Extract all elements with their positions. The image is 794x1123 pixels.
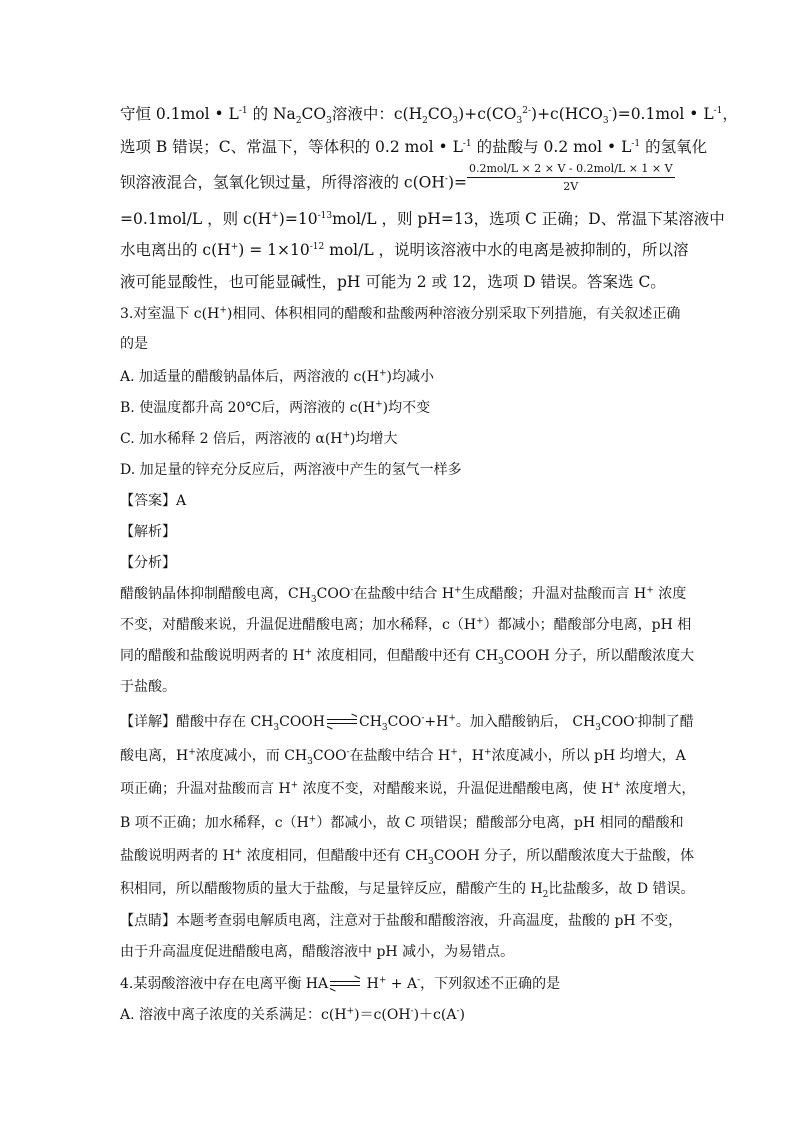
detail-text: 酸电离，H+浓度减小，而 $CH_3COO^-$在盐酸中结合 H+，H+浓度减小，所以 pH 均增大，A (120, 747, 686, 767)
text-line: =0.1mol/L ，则 $c(H^+)=10^{-13}mol/L$ ，则 pH=13，选项 C 正确；D、常温下某溶液中 (120, 210, 725, 228)
equilibrium-arrow-icon (327, 716, 357, 728)
text-line: 液可能显酸性，也可能显碱性，pH 可能为 2 或 12，选项 D 错误。答案选 C。 (120, 273, 666, 291)
question-3-stem: 3.对室温下 c(H+)相同、体积相同的醋酸和盐酸两种溶液分别采取下列措施，有关叙述正确 (120, 305, 681, 322)
fraction: $\frac{\text{0.2mol/L × 2 × V - 0.2mol/L × 1 × V}}{2V}$ (468, 162, 673, 193)
tip-text: 【点睛】本题考查弱电解质电离，注意对于盐酸和醋酸溶液，升高温度，盐酸的 pH 不变， (120, 913, 683, 929)
text-line: 守恒 0.1mol • $L^{-1}$ 的 $Na_2CO_3$溶液中：$c(H_2CO_3)+c(CO_3^{2-})+c(HCO_3^-)=0.1mol$ • $L^{-1}$， (120, 105, 738, 127)
analysis-label: 【解析】 (120, 524, 176, 540)
question-3-stem: 的是 (120, 336, 148, 352)
tip-text: 由于升高温度促进醋酸电离，醋酸溶液中 pH 减小，为易错点。 (120, 944, 515, 960)
text-line: 钡溶液混合，氢氧化钡过量，所得溶液的 c(OH-)= $\frac{\text{0.2mol/L × 2 × V - 0.2mol/L × 1 × V}}{2V}$ (120, 162, 673, 193)
analysis-text: 不变，对醋酸来说，升温促进醋酸电离；加水稀释，c（H+）都减小；醋酸部分电离，pH 相 (120, 616, 692, 633)
detail-text: 【详解】醋酸中存在 $CH_3COOH$ $CH_3COO^-+H^+$。加入醋酸钠后， $CH_3COO^-$抑制了醋 (120, 713, 694, 733)
option-c: C. 加水稀释 2 倍后，两溶液的 α(H+)均增大 (120, 430, 398, 447)
detail-text: 积相同，所以醋酸物质的量大于盐酸，与足量锌反应，醋酸产生的 $H_2$比盐酸多，故 D 错误。 (120, 881, 695, 900)
detail-text: 盐酸说明两者的 H+ 浓度相同，但醋酸中还有 $CH_3COOH$ 分子，所以醋酸浓度大于盐酸，体 (120, 847, 695, 867)
analysis-text: 同的醋酸和盐酸说明两者的 H+ 浓度相同，但醋酸中还有 $CH_3COOH$ 分子，所以醋酸浓度大 (120, 647, 695, 667)
option-a: A. 加适量的醋酸钠晶体后，两溶液的 c(H+)均减小 (120, 368, 434, 385)
detail-text: B 项不正确；加水稀释，c（H+）都减小，故 C 项错误；醋酸部分电离，pH 相同的醋酸和 (120, 814, 684, 831)
option-b: B. 使温度都升高 20℃后，两溶液的 c(H+)均不变 (120, 399, 431, 416)
question-4-stem: 4.某弱酸溶液中存在电离平衡 HA H+ + A-，下列叙述不正确的是 (120, 975, 561, 992)
analysis-text: 于盐酸。 (120, 679, 176, 695)
text-line: 水电离出的 $c(H^+) = 1\times 10^{-12}$ mol/L ，说明该溶液中水的电离是被抑制的，所以溶 (120, 241, 689, 259)
equilibrium-arrow-icon (330, 978, 360, 990)
analysis-text: 醋酸钠晶体抑制醋酸电离，$CH_3COO^-$在盐酸中结合 H+生成醋酸；升温对盐酸而言 H+ 浓度 (120, 585, 687, 605)
option-a: A. 溶液中离子浓度的关系满足：c(H+)＝c(OH-)＋c(A-) (120, 1006, 465, 1023)
option-d: D. 加足量的锌充分反应后，两溶液中产生的氢气一样多 (120, 462, 462, 478)
text-line: 选项 B 错误；C、常温下，等体积的 0.2 mol • $L^{-1}$ 的盐酸与 0.2 mol • $L^{-1}$ 的氢氧化 (120, 138, 708, 156)
detail-text: 项正确；升温对盐酸而言 H+ 浓度不变，对醋酸来说，升温促进醋酸电离，使 H+ 浓度增大， (120, 780, 696, 797)
analysis-heading: 【分析】 (120, 555, 176, 571)
answer-label: 【答案】A (120, 493, 187, 509)
